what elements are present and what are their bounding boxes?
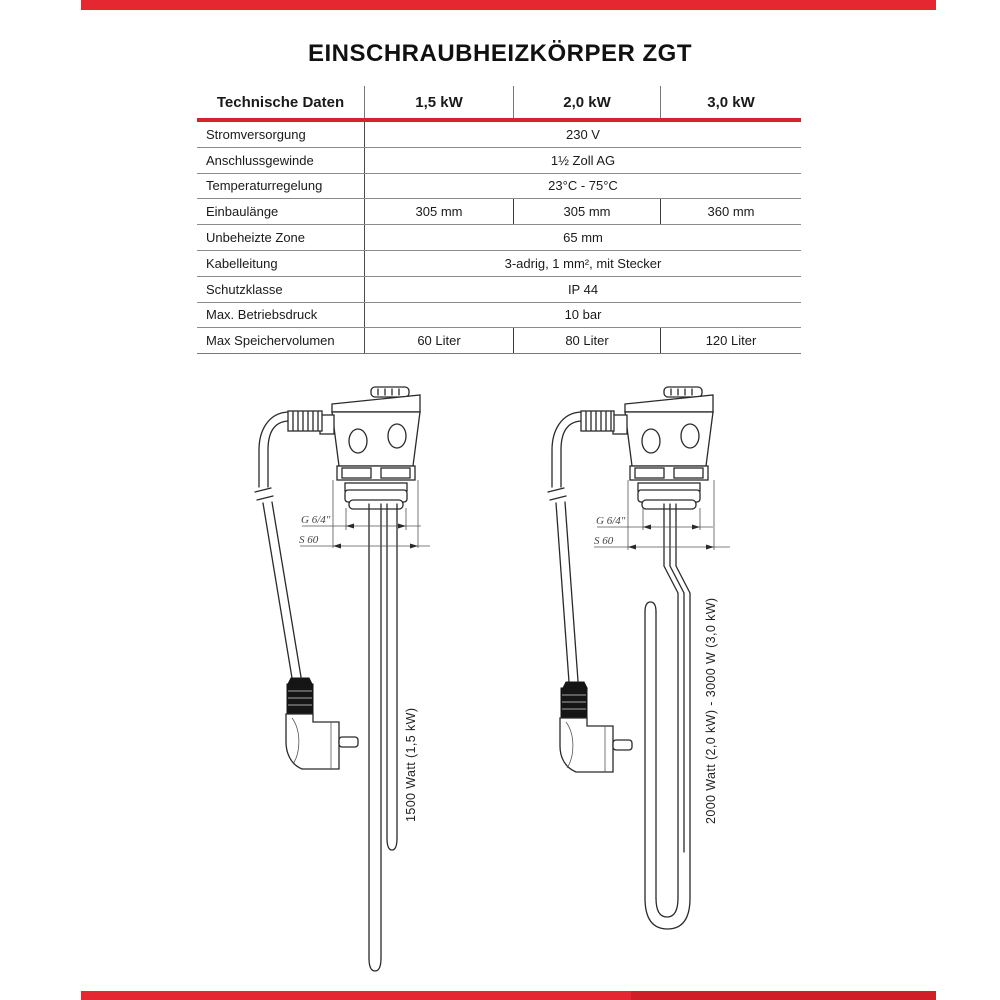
row-value: 1½ Zoll AG [550, 152, 616, 168]
plug-pin [613, 740, 632, 750]
row-value: IP 44 [567, 281, 599, 297]
table-row [197, 251, 801, 277]
row-label: Schutzklasse [197, 277, 365, 302]
page-title: EINSCHRAUBHEIZKÖRPER ZGT [307, 40, 692, 67]
spec-table [197, 86, 801, 354]
wattage-caption-left: 1500 Watt (1,5 kW) [404, 707, 418, 823]
table-row [197, 148, 801, 174]
row-value: 360 mm [707, 204, 755, 220]
row-label: Kabelleitung [197, 251, 365, 276]
row-value: 10 bar [564, 307, 602, 323]
heating-loop [645, 504, 690, 929]
row-label: Stromversorgung [197, 122, 365, 147]
row-value: 3-adrig, 1 mm², mit Stecker [504, 255, 662, 271]
row-label: Einbaulänge [197, 199, 365, 224]
row-value: 80 Liter [514, 328, 661, 353]
thread-dimension-label: G 6/4" [301, 514, 331, 526]
schuko-plug [560, 682, 632, 772]
row-value: 305 mm [514, 199, 661, 224]
row-label: Anschlussgewinde [197, 148, 365, 173]
row-value: 305 mm [365, 199, 514, 224]
table-row [197, 225, 801, 251]
row-value: 23°C - 75°C [548, 178, 618, 194]
table-row [197, 122, 801, 148]
row-value: 230 V [566, 126, 600, 142]
table-header-label: Technische Daten [197, 86, 365, 118]
wrench-dimension-label: S 60 [594, 535, 614, 547]
row-value: 120 Liter [705, 333, 757, 349]
table-row [197, 277, 801, 303]
table-row [197, 199, 801, 225]
table-header-col-1: 1,5 kW [365, 86, 514, 118]
row-label: Max Speichervolumen [197, 328, 365, 353]
row-label: Temperaturregelung [197, 174, 365, 199]
table-header-col-2: 2,0 kW [514, 86, 661, 118]
bottom-red-bar-dark-segment [631, 991, 936, 1000]
table-header-row [197, 86, 801, 122]
top-red-bar [81, 0, 936, 10]
wattage-caption-right: 2000 Watt (2,0 kW) - 3000 W (3,0 kW) [704, 597, 718, 825]
row-label: Max. Betriebsdruck [197, 303, 365, 328]
row-label: Unbeheizte Zone [197, 225, 365, 250]
table-row [197, 303, 801, 329]
row-value: 60 Liter [365, 328, 514, 353]
heater-head [320, 387, 420, 509]
wrench-dimension-label: S 60 [299, 534, 319, 546]
table-header-col-3: 3,0 kW [707, 93, 755, 111]
thread-dimension-label: G 6/4" [596, 515, 626, 527]
drawing-heater-1-5kw [240, 383, 475, 983]
table-row [197, 174, 801, 200]
table-row [197, 328, 801, 354]
plug-pin [339, 737, 358, 747]
heating-rods [369, 504, 397, 971]
row-value: 65 mm [563, 230, 603, 246]
schuko-plug [286, 678, 358, 769]
